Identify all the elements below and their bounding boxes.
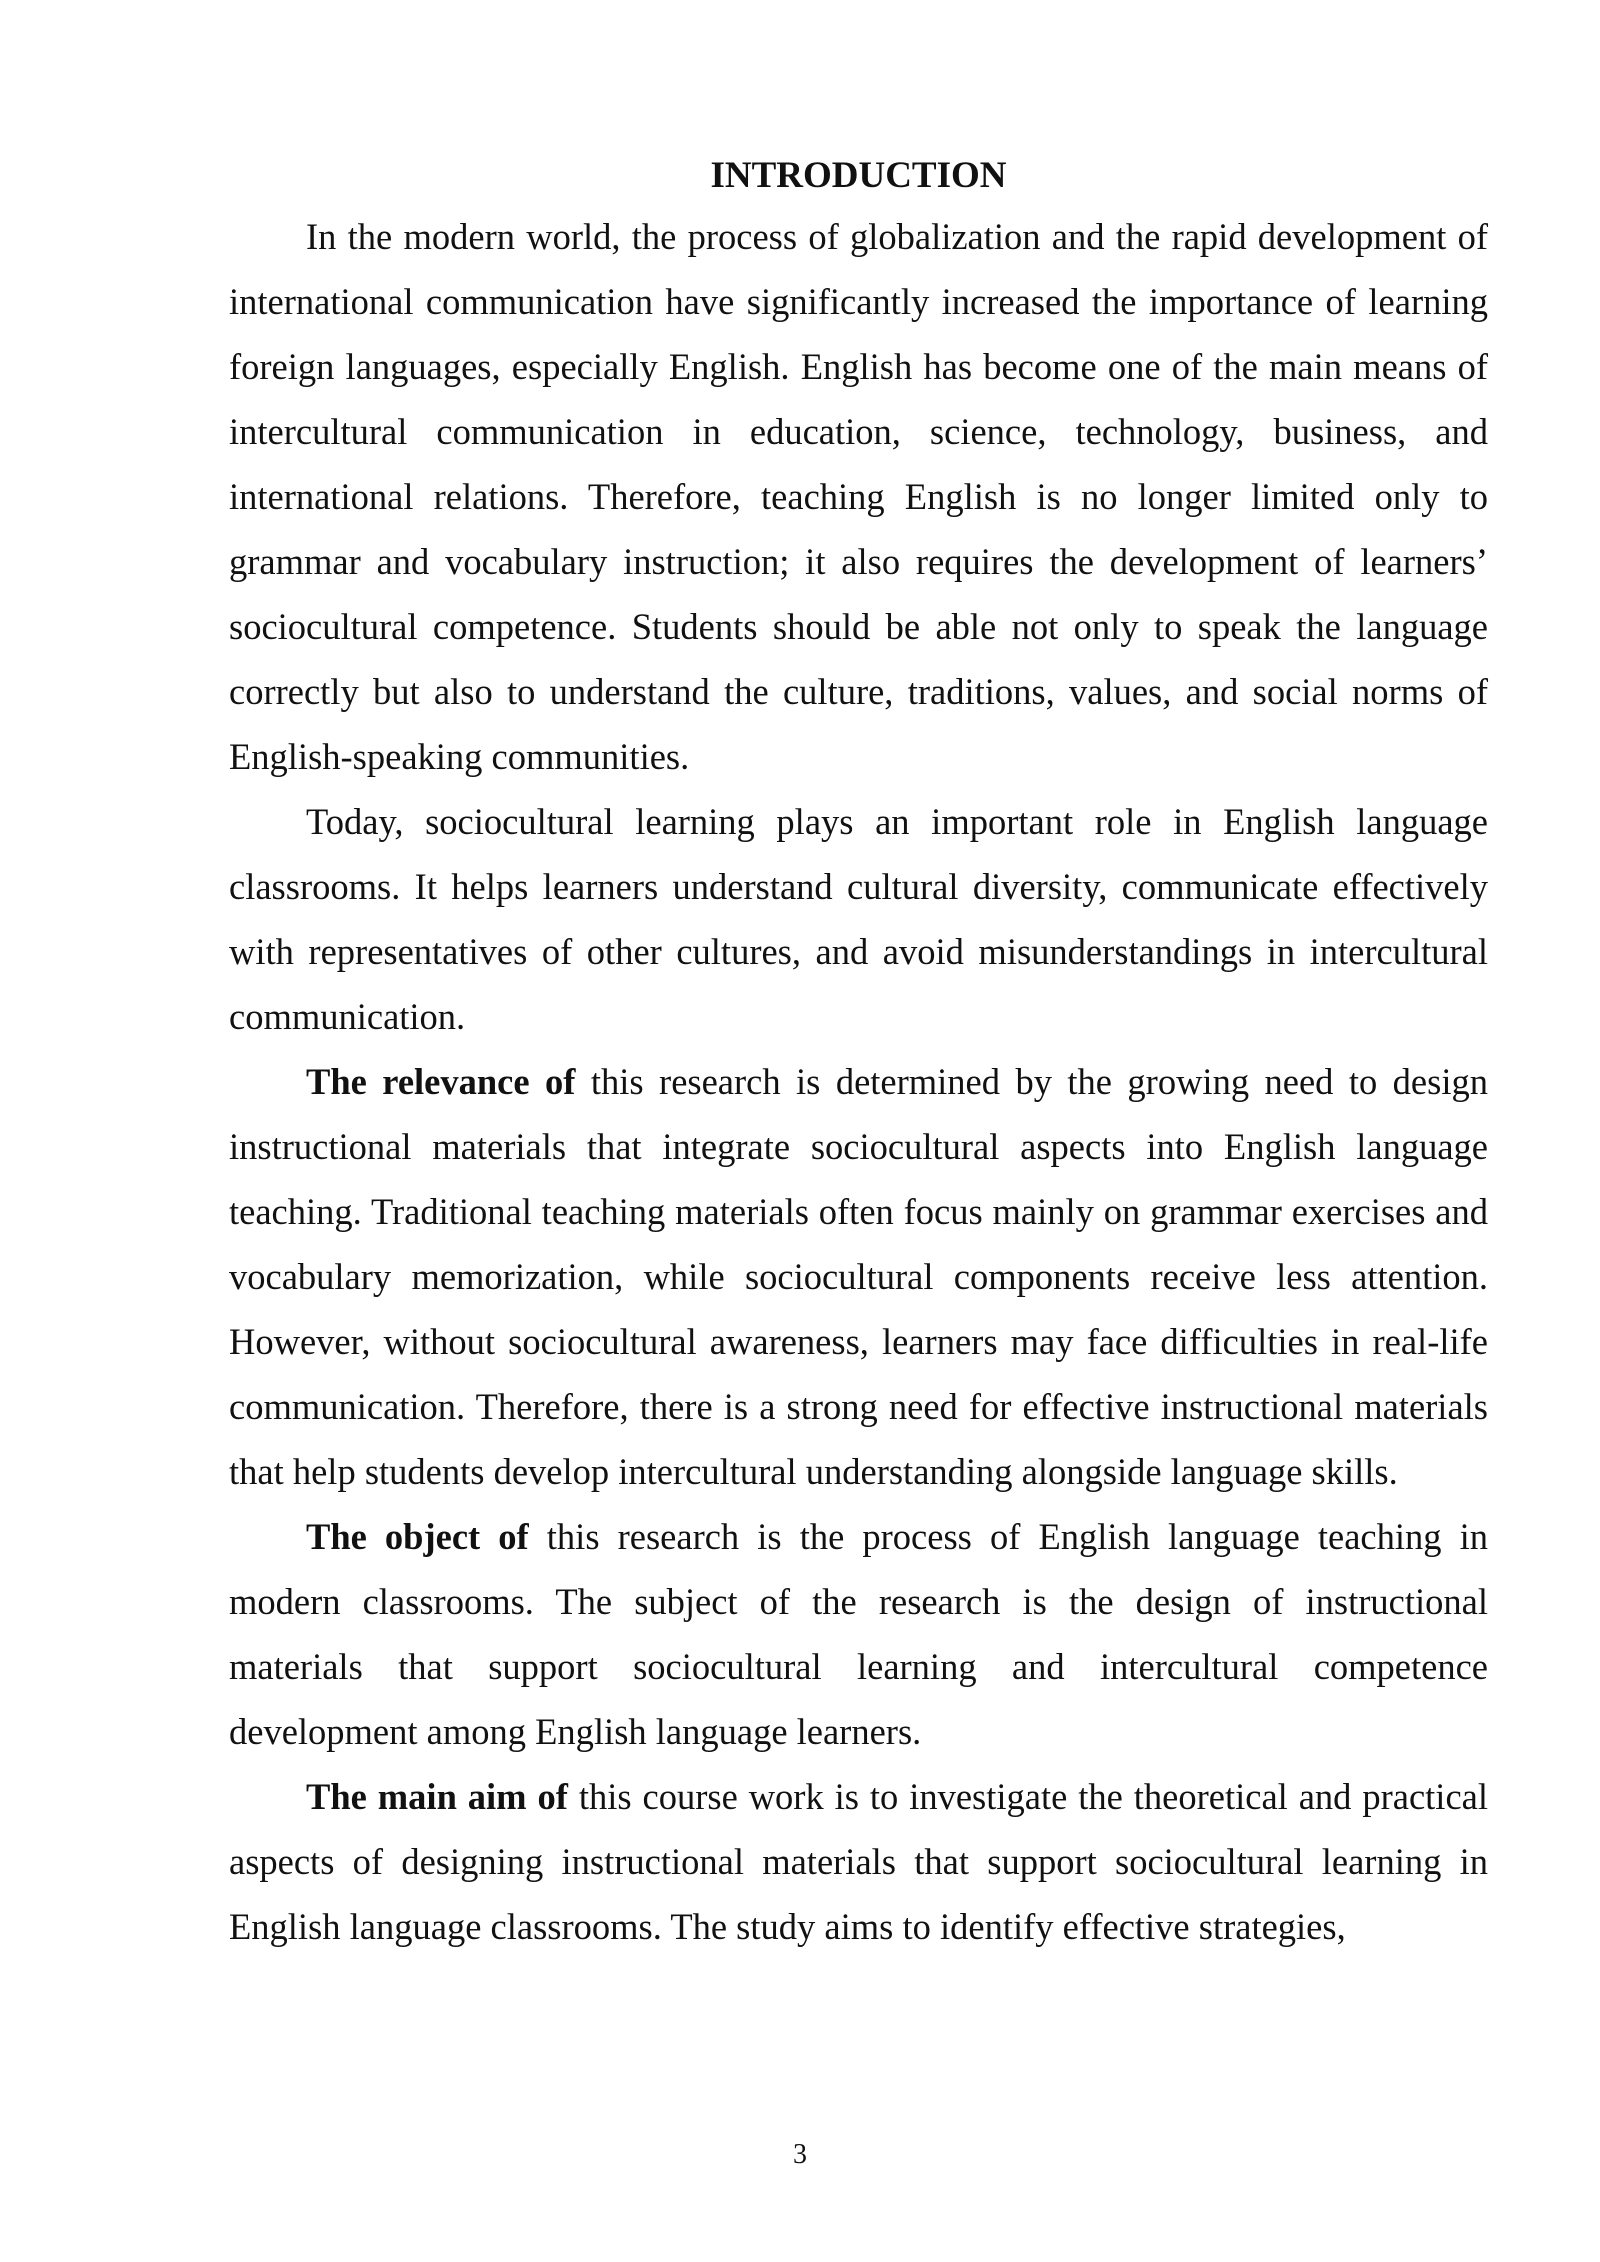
paragraph-globalization (229, 204, 1488, 789)
paragraph-text: this course work is to investigate the theoretical and practical aspects of designing instructional materials that support sociocultural learning in English language classrooms. The study aims to identify effective strategies, (229, 1776, 1488, 1947)
paragraph-main-aim (229, 1764, 1488, 1959)
section-heading: INTRODUCTION (710, 155, 1007, 196)
paragraph-object (229, 1504, 1488, 1764)
paragraph-lead-main-aim: The main aim of (306, 1776, 568, 1817)
page-number: 3 (793, 2139, 807, 2170)
paragraph-text: this research is the process of English language teaching in modern classrooms. The subject of the research is the design of instructional materials that support sociocultural learning and intercultural competence development among English language learners. (229, 1516, 1489, 1752)
page-content (229, 148, 1488, 1959)
paragraph-lead-relevance: The relevance of (306, 1061, 576, 1102)
paragraph-text: In the modern world, the process of globalization and the rapid development of international communication have significantly increased the importance of learning foreign languages, especially English. English has become one of the main means of intercultural communication in education, science, technology, business, and international relations. Therefore, teaching English is no longer limited only to grammar and vocabulary instruction; it also requires the development of learners’ sociocultural competence. Students should be able not only to speak the language correctly but also to understand the culture, traditions, values, and social norms of English-speaking communities. (229, 216, 1488, 777)
paragraph-relevance (229, 1049, 1488, 1504)
paragraph-lead-object: The object of (306, 1516, 529, 1557)
paragraph-text: this research is determined by the growing need to design instructional materials that integrate sociocultural aspects into English language teaching. Traditional teaching materials often focus mainly on grammar exercises and vocabulary memorization, while sociocultural components receive less attention. However, without sociocultural awareness, learners may face difficulties in real-life communication. Therefore, there is a strong need for effective instructional materials that help students develop intercultural understanding alongside language skills. (229, 1061, 1488, 1492)
paragraph-sociocultural-learning (229, 789, 1488, 1049)
paragraph-text: Today, sociocultural learning plays an important role in English language classrooms. It helps learners understand cultural diversity, communicate effectively with representatives of other cultures, and avoid misunderstandings in intercultural communication. (229, 801, 1488, 1037)
